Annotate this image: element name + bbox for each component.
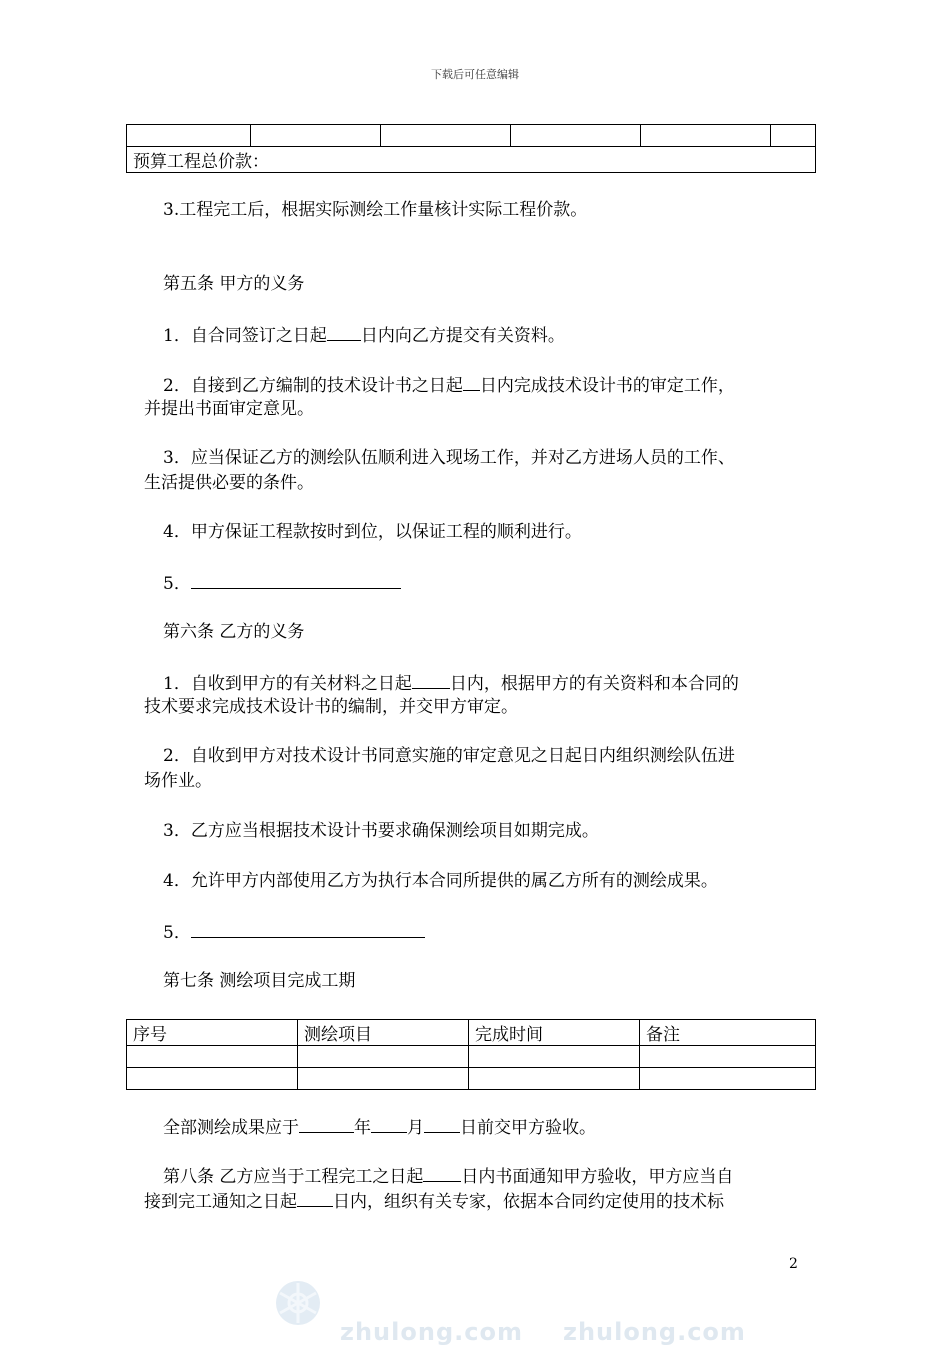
art5-item-3-line2: 生活提供必要的条件。: [144, 473, 314, 493]
art5-item-1: 1．自合同签订之日起 日内向乙方提交有关资料。: [163, 322, 835, 349]
table-row: [127, 1068, 816, 1090]
art6-item-2-line1: 2．自收到甲方对技术设计书同意实施的审定意见之日起日内组织测绘队伍进: [163, 746, 735, 766]
col-header-completion-time: 完成时间: [469, 1020, 640, 1046]
budget-table: [126, 124, 816, 173]
delivery-deadline: 全部测绘成果应于 年 月 日前交甲方验收。: [163, 1114, 835, 1141]
art5-item-3-line1: 3．应当保证乙方的测绘队伍顺利进入现场工作，并对乙方进场人员的工作、: [163, 448, 735, 468]
watermark-logo-icon: [262, 1268, 334, 1338]
article-7-title: 第七条 测绘项目完成工期: [163, 971, 356, 991]
art6-item-3: 3．乙方应当根据技术设计书要求确保测绘项目如期完成。: [163, 821, 599, 841]
table-row: [127, 147, 816, 173]
watermark: zhulong.com zhulong.com: [340, 1318, 746, 1346]
col-header-index: 序号: [127, 1020, 298, 1046]
total-price-label: 预算工程总价款：: [127, 147, 816, 173]
col-header-remarks: 备注: [640, 1020, 816, 1046]
art5-item-5: 5．: [163, 570, 835, 597]
col-header-project: 测绘项目: [298, 1020, 469, 1046]
article-8-line1: 第八条 乙方应当于工程完工之日起 日内书面通知甲方验收，甲方应当自: [163, 1163, 835, 1190]
table-header-row: [127, 1020, 816, 1046]
clause-3: 3.工程完工后，根据实际测绘工作量核计实际工程价款。: [163, 200, 588, 220]
article-8-line2: 接到完工通知之日起 日内，组织有关专家，依据本合同约定使用的技术标: [144, 1188, 816, 1215]
table-row: [127, 1046, 816, 1068]
schedule-table: [126, 1019, 816, 1090]
art5-item-2-line2: 并提出书面审定意见。: [144, 399, 314, 419]
art6-item-4: 4．允许甲方内部使用乙方为执行本合同所提供的属乙方所有的测绘成果。: [163, 871, 718, 891]
article-5-title: 第五条 甲方的义务: [163, 274, 305, 294]
header-note: 下载后可任意编辑: [431, 68, 519, 81]
table-row: [127, 125, 816, 147]
art5-item-2-line1: 2．自接到乙方编制的技术设计书之日起 日内完成技术设计书的审定工作，: [163, 372, 835, 399]
art6-item-2-line2: 场作业。: [144, 771, 212, 791]
page-number: 2: [789, 1256, 798, 1272]
art5-item-4: 4．甲方保证工程款按时到位，以保证工程的顺利进行。: [163, 522, 582, 542]
art6-item-5: 5．: [163, 919, 835, 946]
article-6-title: 第六条 乙方的义务: [163, 622, 305, 642]
art6-item-1-line1: 1．自收到甲方的有关材料之日起 日内，根据甲方的有关资料和本合同的: [163, 670, 835, 697]
art6-item-1-line2: 技术要求完成技术设计书的编制，并交甲方审定。: [144, 697, 518, 717]
